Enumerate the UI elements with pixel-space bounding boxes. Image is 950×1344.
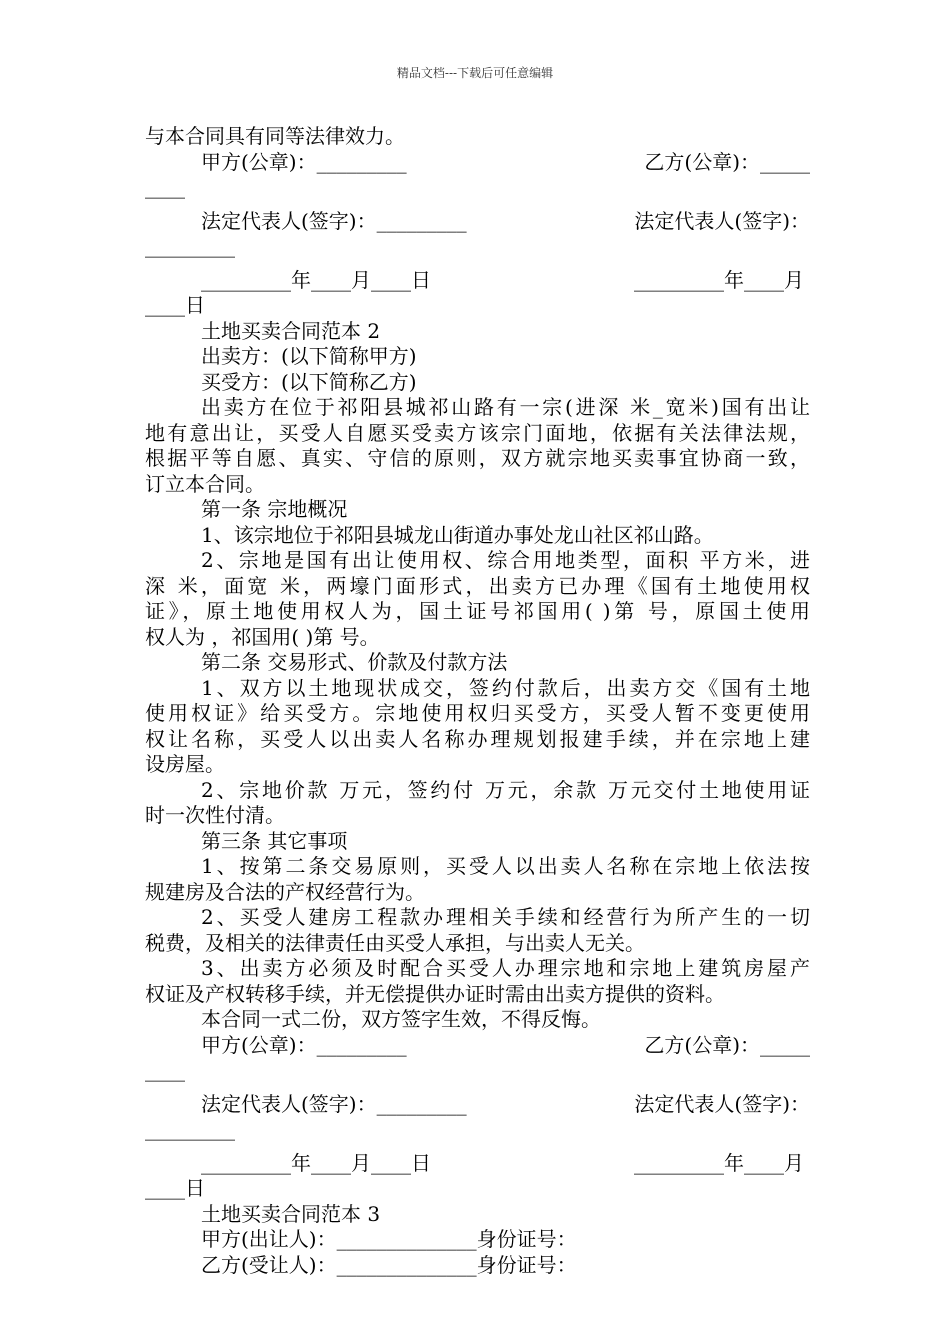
paragraph-line: 证》，原土地使用权人为，国土证号祁国用( )第 号，原国土使用 (145, 599, 810, 623)
paragraph-line: 3、出卖方必须及时配合买受人办理宗地和宗地上建筑房屋产 (201, 956, 810, 980)
paragraph-line: 订立本合同。 (145, 471, 265, 496)
paragraph-line: 与本合同具有同等法律效力。 (145, 124, 405, 148)
paragraph-line: 税费，及相关的法律责任由买受人承担，与出卖人无关。 (145, 930, 645, 955)
blank-line: _________ (145, 1117, 235, 1141)
paragraph-line: 出卖方在位于祁阳县城祁山路有一宗(进深 米_宽米)国有出让 (201, 395, 810, 419)
paragraph-line: 1、双方以土地现状成交，签约付款后，出卖方交《国有土地 (201, 675, 810, 700)
signature-row (145, 1092, 810, 1118)
paragraph-line: 地有意出让，买受人自愿买受卖方该宗门面地，依据有关法律法规， (145, 420, 810, 445)
party-b-date: _________年____月 (634, 267, 804, 292)
paragraph-line: 权让名称，买受人以出卖人名称办理规划报建手续，并在宗地上建 (145, 726, 810, 751)
paragraph-line: 1、该宗地位于祁阳县城龙山街道办事处龙山社区祁山路。 (201, 522, 714, 547)
blank-line: ____日 (145, 1176, 205, 1200)
blank-line: ____日 (145, 293, 205, 317)
section-title: 土地买卖合同范本 2 (201, 318, 381, 343)
paragraph-line: 规建房及合法的产权经营行为。 (145, 879, 425, 904)
paragraph-line: 权人为 ，祁国用( )第 号。 (145, 624, 380, 649)
party-a-info: 甲方(出让人)：______________身份证号： (201, 1227, 577, 1251)
party-a-seal: 甲方(公章)：_________ (201, 149, 407, 174)
party-b-representative: 法定代表人(签字)： (634, 1091, 810, 1116)
paragraph-line: 2、宗地是国有出让使用权、综合用地类型，面积 平方米，进 (201, 548, 810, 572)
paragraph-line: 出卖方：(以下简称甲方) (201, 344, 417, 368)
paragraph-line: 2、宗地价款 万元，签约付 万元，余款 万元交付土地使用证 (201, 777, 810, 802)
article-heading: 第一条 宗地概况 (201, 497, 348, 521)
paragraph-line: 2、买受人建房工程款办理相关手续和经营行为所产生的一切 (201, 905, 810, 929)
section-title: 土地买卖合同范本 3 (201, 1201, 381, 1226)
date-row (145, 1151, 810, 1177)
party-a-representative: 法定代表人(签字)：_________ (201, 1091, 467, 1116)
date-row (145, 268, 810, 294)
party-a-date: _________年____月____日 (201, 267, 431, 292)
paragraph-line: 设房屋。 (145, 752, 225, 776)
page-header: 精品文档---下载后可任意编辑 (396, 66, 554, 80)
signature-row (145, 150, 810, 176)
party-a-date: _________年____月____日 (201, 1150, 431, 1175)
paragraph-line: 时一次性付清。 (145, 803, 285, 827)
paragraph-line: 深 米，面宽 米，两壕门面形式，出卖方已办理《国有土地使用权 (145, 573, 810, 598)
party-b-seal: 乙方(公章)：_____ (644, 1032, 810, 1057)
party-a-representative: 法定代表人(签字)：_________ (201, 208, 467, 233)
document-body (145, 124, 810, 1278)
party-b-seal: 乙方(公章)：_____ (644, 149, 810, 174)
signature-row (145, 209, 810, 235)
party-b-info: 乙方(受让人)：______________身份证号： (201, 1252, 577, 1277)
blank-line: ____ (145, 175, 185, 199)
paragraph-line: 根据平等自愿、真实、守信的原则，双方就宗地买卖事宜协商一致， (145, 446, 810, 470)
party-b-date: _________年____月 (634, 1150, 804, 1175)
party-a-seal: 甲方(公章)：_________ (201, 1032, 407, 1057)
blank-line: ____ (145, 1058, 185, 1082)
blank-line: _________ (145, 234, 235, 258)
paragraph-line: 权证及产权转移手续，并无偿提供办证时需由出卖方提供的资料。 (145, 981, 725, 1006)
signature-row (145, 1033, 810, 1059)
article-heading: 第三条 其它事项 (201, 828, 348, 853)
party-b-representative: 法定代表人(签字)： (634, 208, 810, 233)
paragraph-line: 买受方：(以下简称乙方) (201, 369, 417, 394)
paragraph-line: 1、按第二条交易原则，买受人以出卖人名称在宗地上依法按 (201, 854, 810, 878)
paragraph-line: 使用权证》给买受方。宗地使用权归买受方，买受人暂不变更使用 (145, 701, 810, 725)
paragraph-line: 本合同一式二份，双方签字生效，不得反悔。 (201, 1007, 601, 1031)
article-heading: 第二条 交易形式、价款及付款方法 (201, 650, 508, 674)
